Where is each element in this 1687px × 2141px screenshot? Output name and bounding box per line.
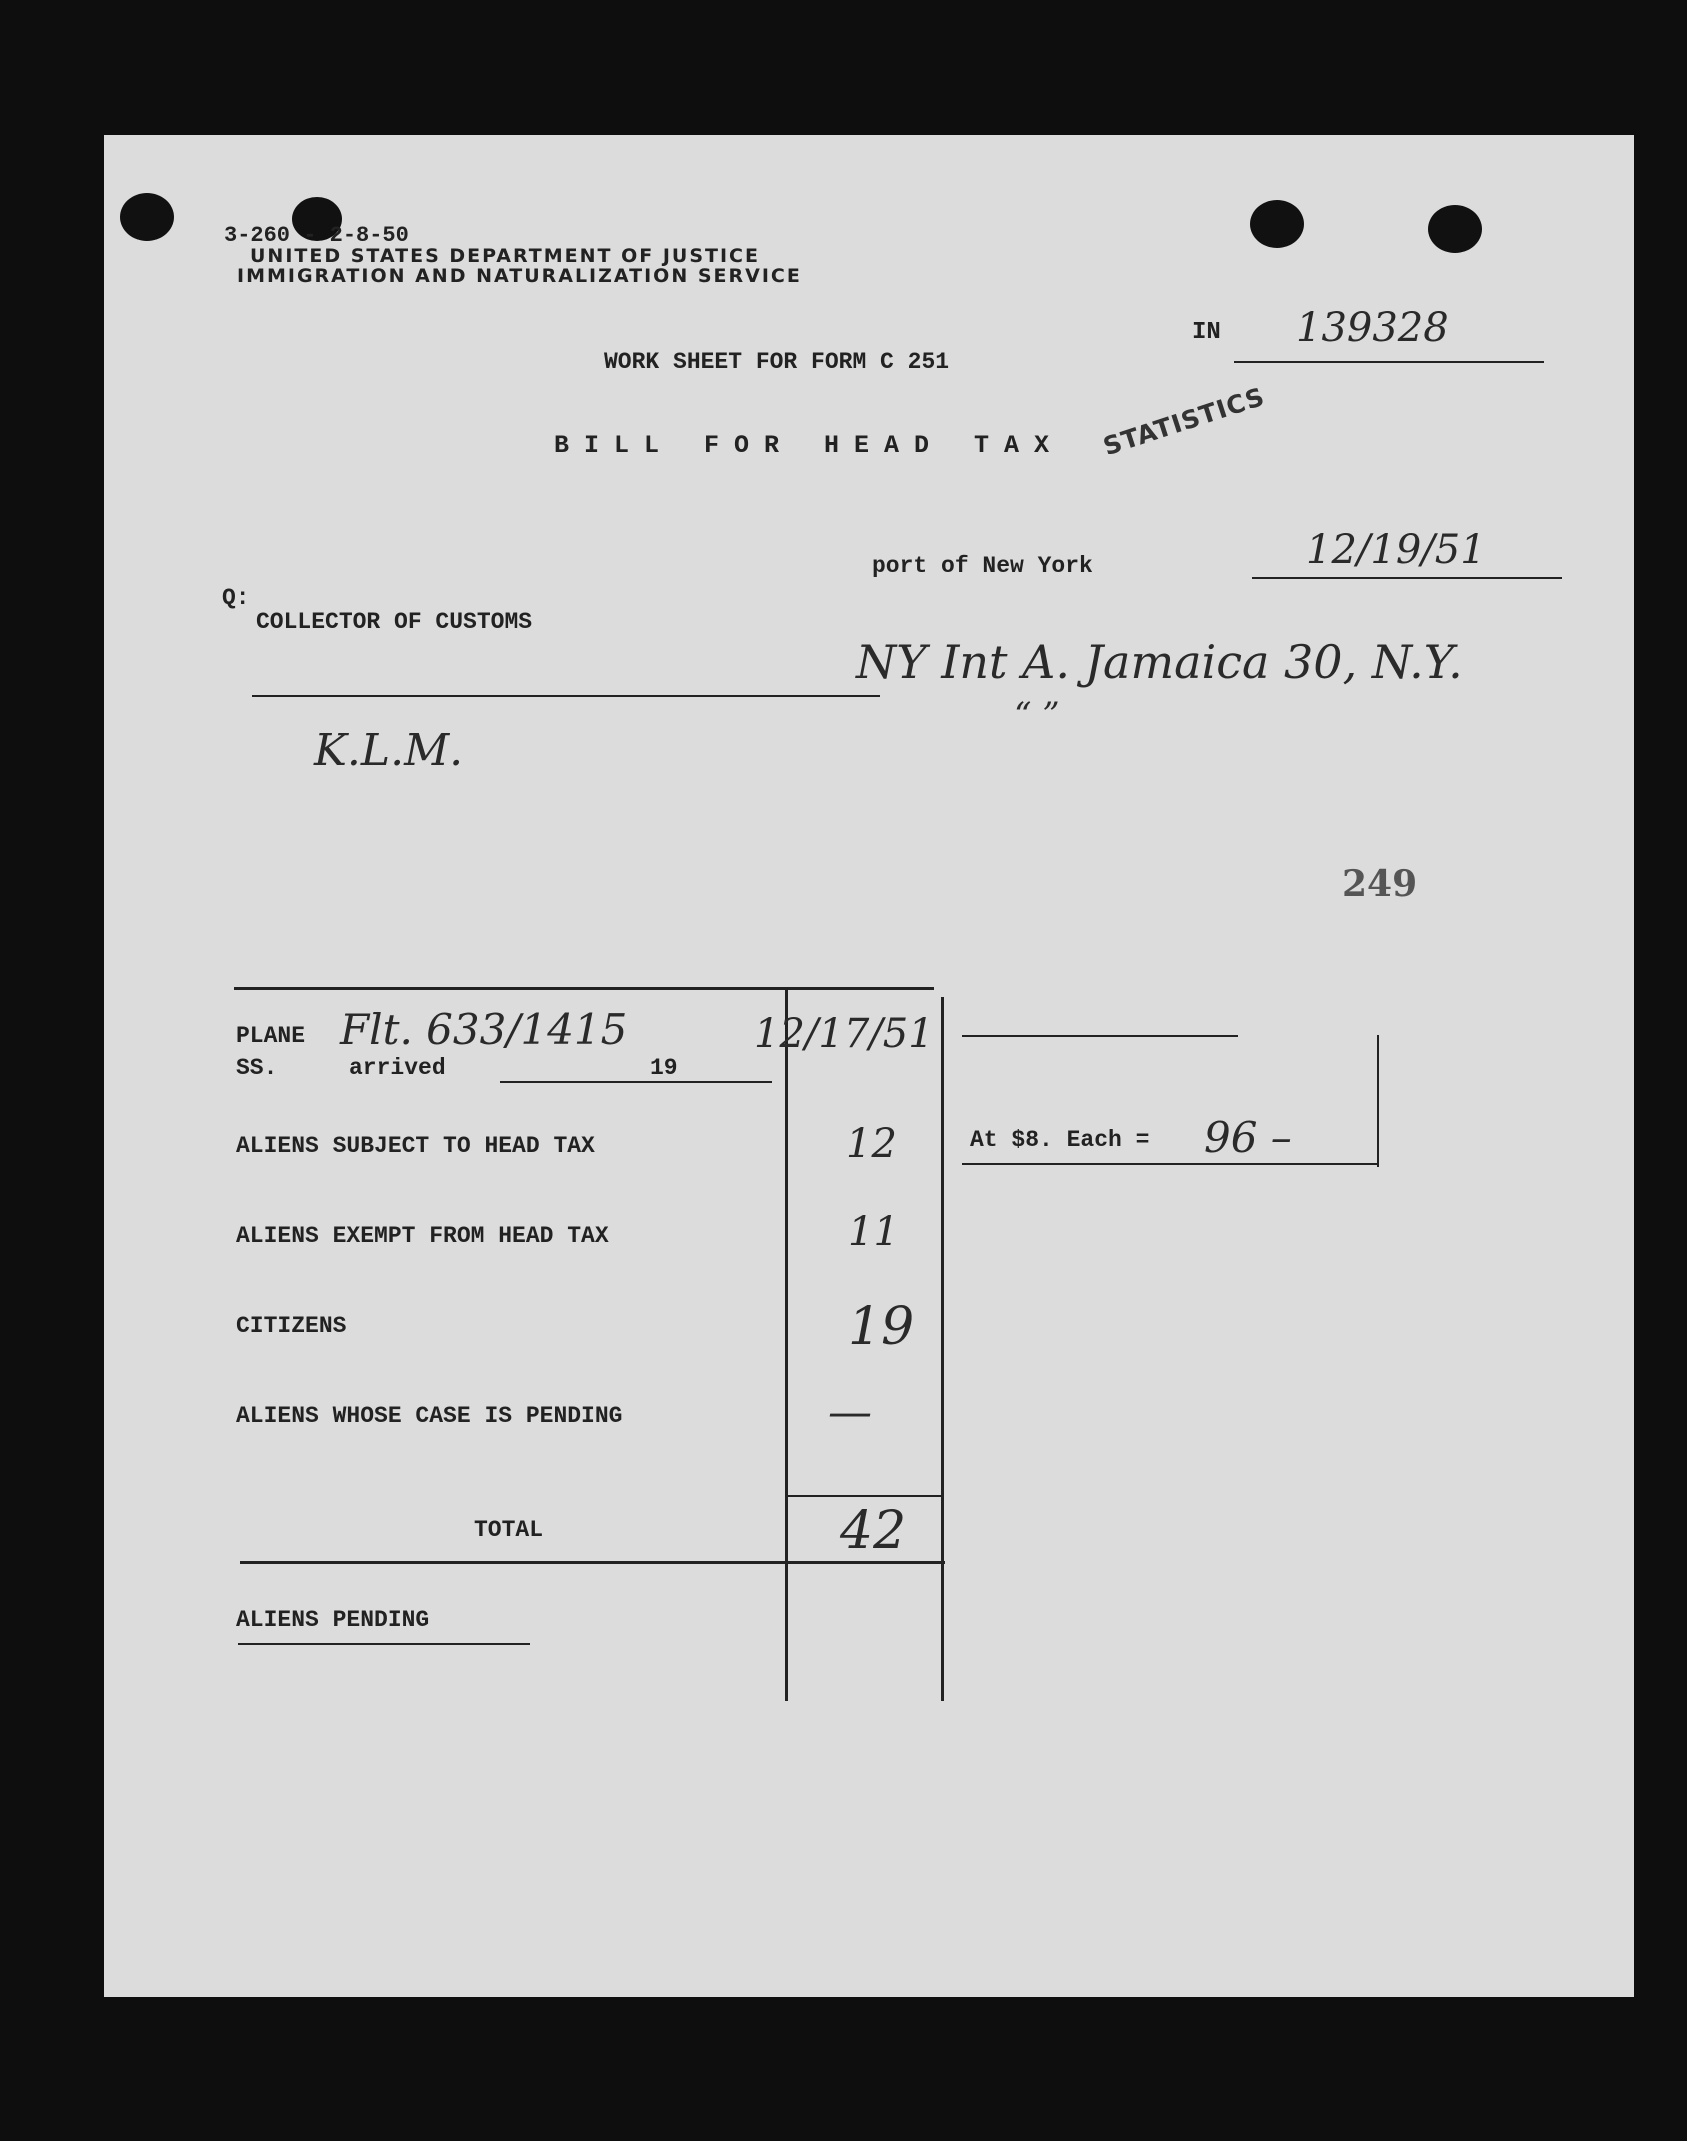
arrived-underline [500,1081,772,1083]
table-bottom-rule [240,1561,945,1564]
rate-label: At $8. Each = [970,1127,1150,1153]
row-label-exempt: ALIENS EXEMPT FROM HEAD TAX [236,1223,609,1249]
row-value-exempt: 11 [848,1209,899,1255]
date-underline [1252,577,1562,579]
ss-label: SS. [236,1055,278,1081]
form-code: 3-260 - 2-8-50 [224,223,409,248]
bill-date: 12/19/51 [1306,527,1486,573]
rate-box-top [962,1035,1238,1037]
rate-amount: 96 – [1204,1113,1292,1162]
punch-hole-right-1 [1250,200,1304,248]
table-divider-right [941,997,944,1701]
arrival-date-handwritten: 12/17/51 [754,1011,934,1057]
service-line: IMMIGRATION AND NATURALIZATION SERVICE [237,265,802,287]
port-label: port of New York [872,553,1093,579]
carrier-handwritten: K.L.M. [314,725,464,776]
ditto-marks: “ ” [1014,695,1060,735]
table-top-rule [234,987,934,990]
flight-handwritten: Flt. 633/1415 [340,1005,628,1054]
row-value-subject: 12 [846,1121,897,1167]
department-line: UNITED STATES DEPARTMENT OF JUSTICE [250,245,760,267]
in-label: IN [1192,319,1221,346]
punch-hole-right-2 [1428,205,1482,253]
form-code-number: 3-260 [224,223,291,248]
rate-box-bottom [962,1163,1379,1165]
row-label-subject: ALIENS SUBJECT TO HEAD TAX [236,1133,595,1159]
total-label: TOTAL [474,1517,544,1543]
arrived-label: arrived [349,1055,446,1081]
row-label-citizens: CITIZENS [236,1313,347,1339]
punch-hole-left [120,193,174,241]
addressee: COLLECTOR OF CUSTOMS [256,609,533,635]
row-value-pending: — [828,1387,872,1438]
bill-title-text: BILL FOR HEAD TAX [554,431,1065,460]
table-divider-left [785,987,788,1701]
plane-label: PLANE [236,1023,306,1049]
page-number: 249 [1342,863,1418,905]
row-label-pending: ALIENS WHOSE CASE IS PENDING [236,1403,623,1429]
in-number: 139328 [1296,305,1449,351]
in-number-underline [1234,361,1544,363]
statistics-stamp: STATISTICS [1099,381,1269,462]
addressee-underline [252,695,880,697]
worksheet-title: WORK SHEET FOR FORM C 251 [604,349,950,375]
rate-box-right [1377,1035,1379,1167]
form-date: 2-8-50 [329,223,409,248]
year-prefix: 19 [650,1055,678,1081]
document-page [104,135,1634,1997]
to-label: Q: [222,585,250,611]
total-rule [788,1495,941,1497]
location-handwritten: NY Int A. Jamaica 30, N.Y. [856,635,1463,689]
bill-title [554,431,1064,460]
aliens-pending-underline [238,1643,530,1645]
row-value-citizens: 19 [848,1297,915,1357]
total-value: 42 [840,1501,907,1561]
aliens-pending-label: ALIENS PENDING [236,1607,430,1633]
